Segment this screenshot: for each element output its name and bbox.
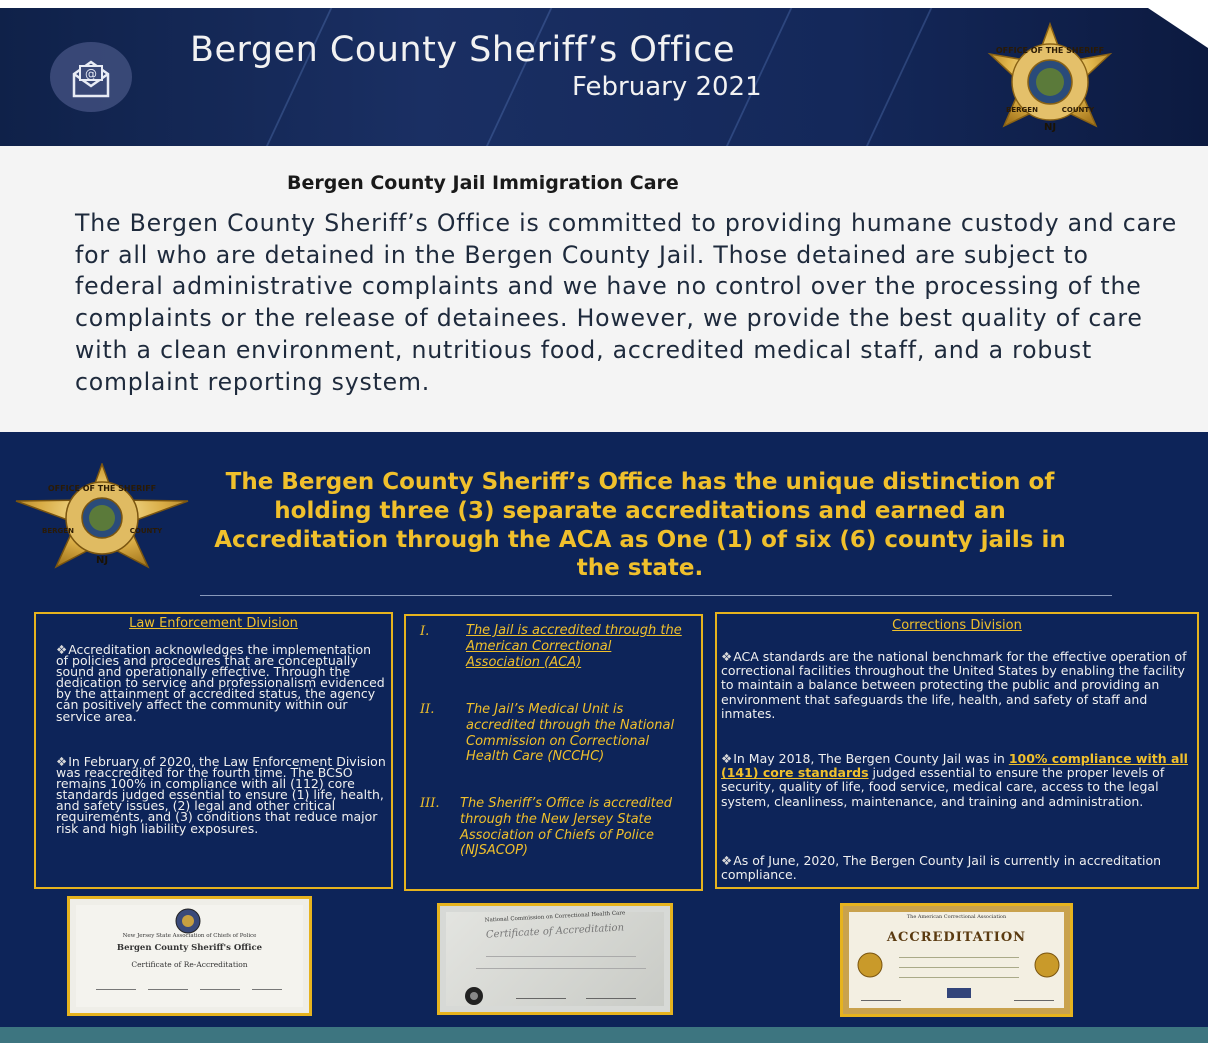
law-paragraph-1: ❖Accreditation acknowledges the implementation of policies and procedures that are conceptually sound and operationally effective. Through the dedication to service and professionalism evidenced by the attainment of accredited status, the agency can positively affect the community within our service area. <box>56 642 385 724</box>
corrections-title: Corrections Division <box>892 618 1022 633</box>
certificate-ncchc: National Commission on Correctional Health Care Certificate of Accreditation <box>437 903 673 1015</box>
intro-title: Bergen County Jail Immigration Care <box>287 172 679 194</box>
corrections-paragraph-1: ❖ACA standards are the national benchmark for the effective operation of correctional facilities throughout the United States by enabling the facility to maintain a balance between protecting the public and providing an environment that safeguards the life, health, and safety of staff and inmates. <box>721 649 1187 721</box>
bullet-icon: ❖ <box>721 751 733 766</box>
top-strip <box>0 0 1208 8</box>
list-item-number: I. <box>420 624 430 639</box>
gold-seal-icon <box>1034 952 1060 978</box>
corner-fold <box>1148 8 1208 48</box>
corrections-paragraph-3: ❖As of June, 2020, The Bergen County Jail is currently in accreditation compliance. <box>721 853 1162 883</box>
certificate-njsacop: New Jersey State Association of Chiefs of Police Bergen County Sheriff's Office Certificate of Re-Accreditation <box>67 896 312 1016</box>
badge-arc-text: OFFICE OF THE SHERIFF <box>995 46 1105 55</box>
sheriff-badge-icon <box>960 22 1140 140</box>
corrections-paragraph-2: ❖In May 2018, The Bergen County Jail was in 100% compliance with all (141) core standards judged essential to ensure the proper levels of security, quality of life, food service, medical care, access to the legal system, cleanliness, maintenance, and training and administration. <box>721 751 1188 809</box>
gold-seal-icon <box>857 952 883 978</box>
law-enforcement-title: Law Enforcement Division <box>129 616 298 631</box>
accreditation-headline: The Bergen County Sheriff’s Office has the unique distinction of holding three (3) separate accreditations and earned an Accreditation through the ACA as One (1) of six (6) county jails in the state. <box>214 469 1066 582</box>
section-divider <box>200 595 1112 596</box>
bullet-icon: ❖ <box>721 853 733 868</box>
svg-text:COUNTY: COUNTY <box>1061 106 1095 114</box>
list-item-aca[interactable]: The Jail is accredited through the American Correctional Association (ACA) <box>466 623 682 670</box>
bullet-icon: ❖ <box>56 754 68 769</box>
corrections-box <box>715 612 1199 889</box>
list-item-number: II. <box>420 702 435 717</box>
intro-body: The Bergen County Sheriff’s Office is committed to providing humane custody and care for all who are detained in the Bergen County Jail. Those detained are subject to federal administrative complaints and we have no control over the processing of the complaints or the release of detainees. However, we provide the best quality of care with a clean environment, nutritious food, accredited medical staff, and a robust complaint reporting system. <box>75 209 1178 396</box>
bullet-icon: ❖ <box>56 642 68 657</box>
list-item-njsacop: The Sheriff’s Office is accredited through the New Jersey State Association of Chiefs of Police (NJSACOP) <box>460 796 673 859</box>
list-item-number: III. <box>420 796 440 811</box>
seal-icon <box>464 986 484 1006</box>
page-title: Bergen County Sheriff’s Office <box>190 30 736 70</box>
certificate-aca: The American Correctional Association ACCREDITATION <box>840 903 1073 1017</box>
svg-text:BERGEN: BERGEN <box>1006 106 1038 114</box>
svg-text:OFFICE OF THE SHERIFF: OFFICE OF THE SHERIFF <box>47 484 157 493</box>
bottom-bar <box>0 1027 1208 1043</box>
accreditation-list-box <box>404 614 703 891</box>
svg-text:@: @ <box>85 67 97 81</box>
bullet-icon: ❖ <box>721 649 733 664</box>
compliance-highlight: 100% compliance with all (141) core standards <box>721 751 1188 781</box>
law-paragraph-2: ❖In February of 2020, the Law Enforcement Division was reaccredited for the fourth time. The BCSO remains 100% in compliance with all (112) core standards judged essential to ensure (1) life, health, and safety issues, (2) legal and other critical requirements, and (3) conditions that reduce major risk and high liability exposures. <box>56 754 386 836</box>
law-enforcement-box <box>34 612 393 889</box>
mail-icon <box>66 52 116 102</box>
svg-text:COUNTY: COUNTY <box>129 527 163 535</box>
svg-text:NJ: NJ <box>1043 122 1057 133</box>
seal-icon <box>174 907 202 935</box>
list-item-ncchc: The Jail’s Medical Unit is accredited through the National Commission on Correctional Health Care (NCCHC) <box>466 702 675 765</box>
svg-text:NJ: NJ <box>95 555 109 566</box>
sheriff-badge-icon <box>12 463 192 573</box>
issue-date: February 2021 <box>572 72 762 102</box>
svg-text:BERGEN: BERGEN <box>42 527 74 535</box>
